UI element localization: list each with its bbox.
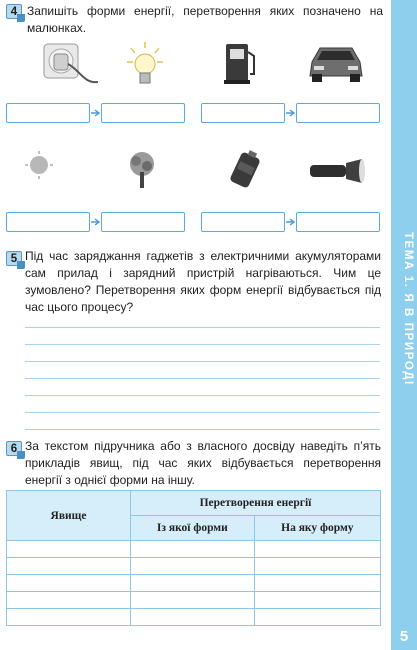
writing-line (25, 378, 380, 379)
table-cell[interactable] (7, 575, 131, 592)
answer-field[interactable] (296, 103, 380, 123)
table-header-phenomena: Явище (7, 491, 131, 541)
table-row (7, 541, 381, 558)
table-cell[interactable] (254, 541, 380, 558)
answer-field[interactable] (101, 103, 185, 123)
energy-table (6, 490, 381, 626)
table-row (7, 609, 381, 626)
light-bulb-icon (125, 40, 165, 94)
page-number: 5 (399, 628, 409, 645)
answer-field[interactable] (6, 103, 90, 123)
table-row (7, 592, 381, 609)
table-cell[interactable] (131, 609, 255, 626)
tree-icon (126, 150, 158, 190)
table-cell[interactable] (254, 558, 380, 575)
table-cell[interactable] (131, 541, 255, 558)
table-cell[interactable] (254, 592, 380, 609)
writing-line (25, 412, 380, 413)
table-cell[interactable] (131, 558, 255, 575)
table-header-to: На яку форму (254, 516, 380, 541)
car-icon (306, 40, 366, 86)
arrow-right-icon (91, 218, 101, 226)
task5-text: Під час заряджання гаджетів з електричними акумуляторами сам прилад і зарядний пристрій нагріваються. Чим це зумовлено? Перетворення яких форм енергії відбувається під час цього процесу? (25, 249, 381, 314)
answer-field[interactable] (201, 212, 285, 232)
task-number-badge: 5 (6, 251, 22, 266)
table-row (7, 558, 381, 575)
arrow-right-icon (91, 109, 101, 117)
flashlight-icon (306, 155, 368, 187)
table-cell[interactable] (7, 592, 131, 609)
answer-field[interactable] (296, 212, 380, 232)
arrow-right-icon (286, 218, 296, 226)
task6-text: За текстом підручника або з власного досвіду наведіть п’ять прикладів явищ, під час яких відбувається перетворення енергії з однієї форми на іншу. (25, 439, 381, 487)
answer-field[interactable] (6, 212, 90, 232)
task-number-badge: 6 (6, 441, 22, 456)
arrow-right-icon (286, 109, 296, 117)
table-cell[interactable] (254, 575, 380, 592)
table-header-group: Перетворення енергії (131, 491, 381, 516)
answer-field[interactable] (101, 212, 185, 232)
battery-icon (224, 148, 266, 192)
table-cell[interactable] (254, 609, 380, 626)
task4-text: Запишіть форми енергії, перетворення яких позначено на малюнках. (27, 4, 383, 35)
writing-line (25, 344, 380, 345)
sun-icon (25, 150, 53, 180)
table-cell[interactable] (7, 609, 131, 626)
task-number-badge: 4 (6, 4, 22, 19)
table-cell[interactable] (131, 592, 255, 609)
writing-line (25, 361, 380, 362)
fuel-pump-icon (222, 40, 262, 86)
sidebar-title: ТЕМА 1. Я В ПРИРОДІ (402, 232, 414, 386)
table-row (7, 575, 381, 592)
table-cell[interactable] (7, 558, 131, 575)
answer-field[interactable] (201, 103, 285, 123)
writing-line (25, 429, 380, 430)
writing-line (25, 395, 380, 396)
table-header-from: Із якої форми (131, 516, 255, 541)
table-cell[interactable] (131, 575, 255, 592)
table-cell[interactable] (7, 541, 131, 558)
writing-line (25, 327, 380, 328)
socket-with-plug-icon (40, 40, 102, 94)
